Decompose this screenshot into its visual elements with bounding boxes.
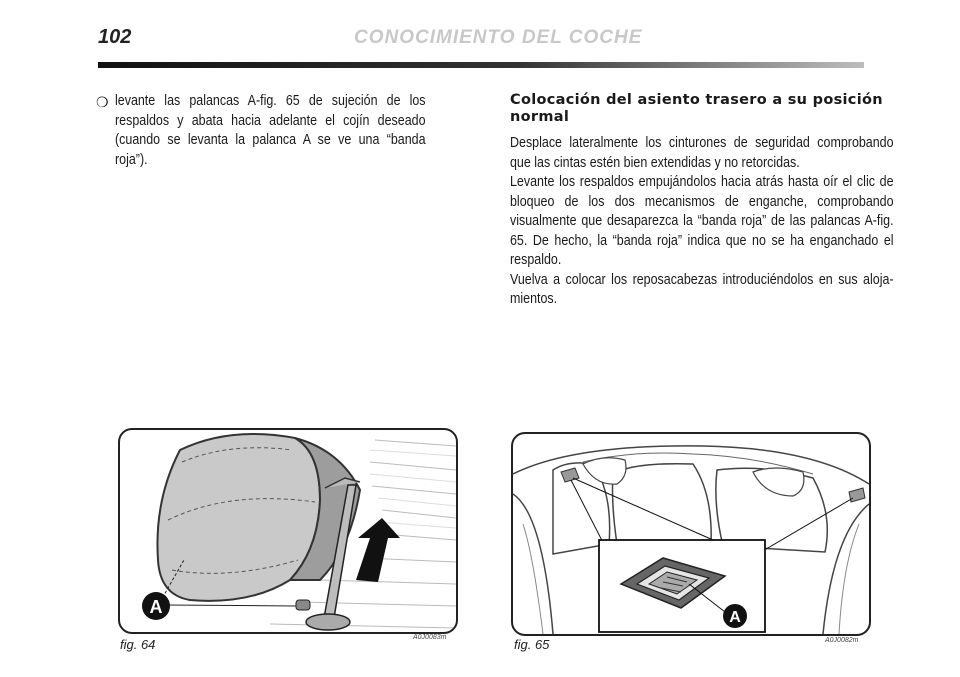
callout-a-label-2: A	[729, 609, 741, 626]
header-rule	[98, 62, 864, 68]
bullet-circle-icon: ❍	[96, 94, 109, 110]
paragraph-2: Levante los respaldos empujándolos hacia atrás hasta oír el clic de bloqueo de los dos mecanismos de enganche, comprobando visualmente que desaparezca la “banda roja” de las palancas A-fig. 65. De hecho, la “banda roja” indica que no se ha enganchado el respaldo.	[510, 174, 894, 268]
figure-64-code: A0J0083m	[413, 634, 447, 641]
figure-65-rear-seat	[511, 432, 871, 636]
paragraph-1: Desplace lateralmente los cinturones de seguridad comprobando que las cintas estén bien extendidas y no retorcidas.	[510, 135, 894, 171]
figure-64-caption: fig. 64	[120, 637, 156, 652]
page-number: 102	[98, 26, 132, 48]
rear-seat-illustration	[513, 434, 869, 634]
figure-65-caption: fig. 65	[514, 637, 550, 652]
right-column	[510, 92, 894, 310]
section-title: CONOCIMIENTO DEL COCHE	[354, 27, 643, 48]
sub-heading: Colocación del asiento trasero a su posición normal	[510, 92, 883, 125]
figure-64-headrest	[118, 428, 458, 634]
figure-65-code: A0J0082m	[825, 637, 859, 644]
bullet-text: levante las palancas A-fig. 65 de sujeción de los respaldos y abata hacia adelante el cojín deseado (cuando se levanta la palanca A se ve una “banda roja”).	[114, 93, 426, 168]
bullet-item	[96, 92, 476, 170]
callout-a-label: A	[149, 597, 163, 617]
headrest-illustration	[120, 430, 456, 632]
paragraph-3: Vuelva a colocar los reposacabezas introduciéndolos en sus aloja-mientos.	[510, 271, 894, 307]
body-text	[510, 134, 894, 310]
